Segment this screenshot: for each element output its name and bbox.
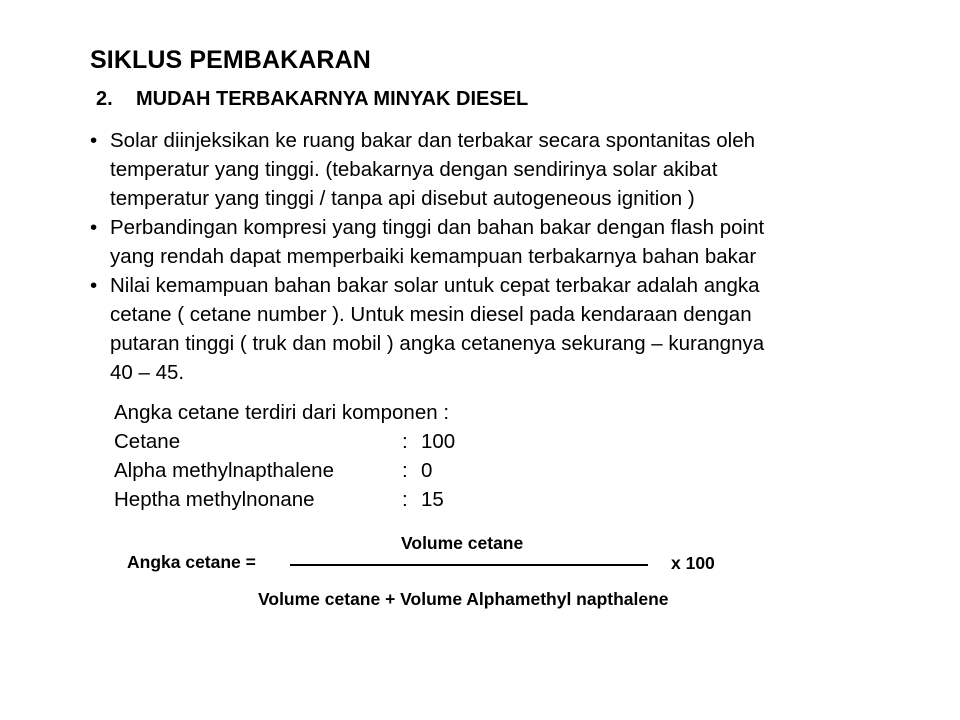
component-name: Alpha methylnapthalene [114,459,334,482]
component-value: 0 [421,459,433,482]
component-colon: : [402,430,408,453]
subtitle-text: MUDAH TERBAKARNYA MINYAK DIESEL [136,88,529,110]
bullet-line: putaran tinggi ( truk dan mobil ) angka cetanenya sekurang – kurangnya [110,332,765,355]
formula-denominator: Volume cetane + Volume Alphamethyl napthalene [258,589,669,609]
bullet-line: temperatur yang tinggi. (tebakarnya dengan sendirinya solar akibat [110,158,718,181]
bullet-dot: • [90,274,98,297]
component-name: Cetane [114,430,181,453]
bullet-dot: • [90,216,98,239]
bullet-line: 40 – 45. [110,361,185,384]
formula-label: Angka cetane = [127,552,256,572]
subtitle-number: 2. [96,88,113,110]
component-value: 100 [421,430,456,453]
component-name: Heptha methylnonane [114,488,315,511]
component-colon: : [402,459,408,482]
bullet-line: Solar diinjeksikan ke ruang bakar dan terbakar secara spontanitas oleh [110,129,755,152]
slide-title: SIKLUS PEMBAKARAN [90,46,371,74]
formula-multiplier: x 100 [671,553,715,573]
component-colon: : [402,488,408,511]
bullet-line: cetane ( cetane number ). Untuk mesin diesel pada kendaraan dengan [110,303,752,326]
component-value: 15 [421,488,444,511]
fraction-line [290,564,648,566]
bullet-line: temperatur yang tinggi / tanpa api disebut autogeneous ignition ) [110,187,695,210]
bullet-line: Perbandingan kompresi yang tinggi dan bahan bakar dengan flash point [110,216,765,239]
formula-numerator: Volume cetane [401,533,524,553]
bullet-dot: • [90,129,98,152]
bullet-line: yang rendah dapat memperbaiki kemampuan terbakarnya bahan bakar [110,245,757,268]
bullet-line: Nilai kemampuan bahan bakar solar untuk cepat terbakar adalah angka [110,274,760,297]
components-intro: Angka cetane terdiri dari komponen : [114,401,450,424]
